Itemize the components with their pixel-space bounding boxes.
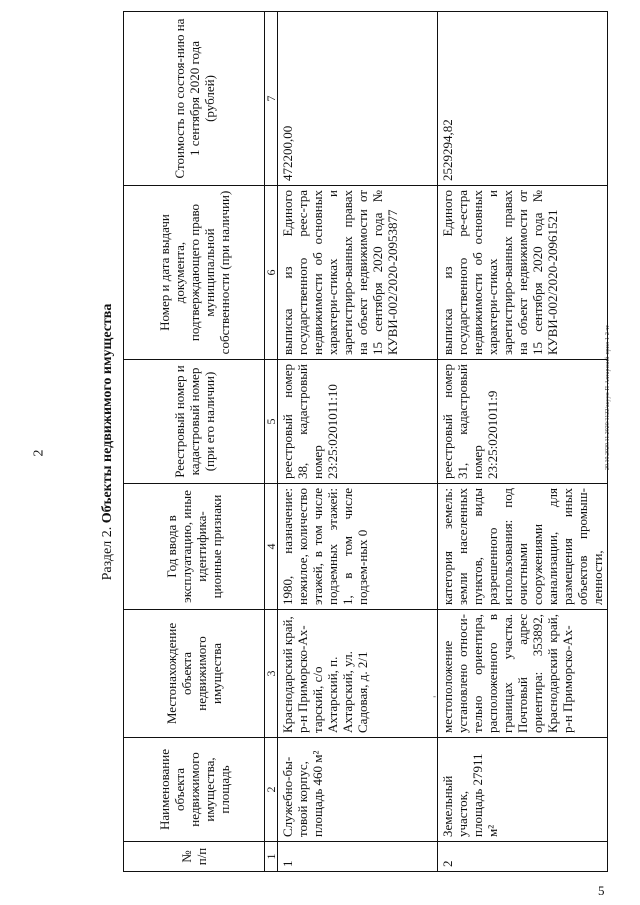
- section-title: [96, 12, 120, 872]
- header-cell: Номер и дата выдачи документа, подтверждающего право муниципальной собственности (при наличии): [124, 186, 265, 360]
- object-details: категория земель: земли населенных пунктов, виды разрешенного использования: под очистными сооружениями канализации, для размещения иных объектов промыш-ленности,: [438, 484, 608, 610]
- rotated-page-content: [96, 12, 616, 872]
- header-cell: Местонахождение объекта недвижимого имущества: [124, 610, 265, 738]
- column-number: 5: [265, 360, 278, 484]
- object-cost: 2529294,82: [438, 12, 608, 186]
- section-heading: Объекты недвижимого имущества: [100, 303, 115, 524]
- column-number: 2: [265, 738, 278, 842]
- stray-mark: -: [433, 691, 436, 701]
- page-number-top: 2: [31, 449, 47, 457]
- object-details: 1980, назначение: нежилое, количество этажей, в том числе подземных этажей: 1, в том числе подзем-ных 0: [278, 484, 438, 610]
- column-number: 1: [265, 842, 278, 872]
- registry-number: реестровый номер 31, кадастровый номер 23:25:0201011:9: [438, 360, 608, 484]
- page-number-bottom: 5: [598, 883, 605, 898]
- column-number: 4: [265, 484, 278, 610]
- row-number: 1: [278, 842, 438, 872]
- header-row: [124, 12, 265, 872]
- header-cell: № п/п: [124, 842, 265, 872]
- table-row: [278, 12, 438, 872]
- object-location: местоположение установлено относи-тельно ориентира, расположенного в границах участка. Почтовый адрес ориентира: 353892, Краснодарский край, р-н Приморско-Ах-: [438, 610, 608, 738]
- column-number: 7: [265, 12, 278, 186]
- header-cell: Стоимость по состоя-нию на 1 сентября 2020 года (рублей): [124, 12, 265, 186]
- column-number-row: [265, 12, 278, 872]
- property-table: [123, 11, 608, 872]
- header-cell: Наименование объекта недвижимого имущества, площадь: [124, 738, 265, 842]
- registry-number: реестровый номер 38, кадастровый номер 23:25:0201011:10: [278, 360, 438, 484]
- column-number: 3: [265, 610, 278, 738]
- section-prefix: Раздел 2.: [100, 523, 115, 581]
- file-path-mark: 20.10.2020.11.2020/1122/акуун-П-Ахтарский-прил-1-2 чт: [605, 324, 611, 470]
- ownership-document: выписка из Единого государственного реес-тра недвижимости об основных характери-стиках и зарегистриро-ванных правах на объект недвижимости от 15 сентября 2020 года № КУВИ-002/2020-20953877: [278, 186, 438, 360]
- header-cell: Год ввода в эксплуатацию, иные идентифика-ционные признаки: [124, 484, 265, 610]
- object-name: Служебно-бы-товой корпус, площадь 460 м²: [278, 738, 438, 842]
- object-location: Краснодарский край, р-н Приморско-Ах-тарский, с/о Ахтарский, п. Ахтарский, ул. Садовая, д. 2/1: [278, 610, 438, 738]
- header-cell: Реестровый номер и кадастровый номер (при его наличии): [124, 360, 265, 484]
- table-row: [438, 12, 608, 872]
- ownership-document: выписка из Единого государственного ре-естра недвижимости об основных характери-стиках и зарегистриро-ванных правах на объект недвижимости от 15 сентября 2020 года № КУВИ-002/2020-20961521: [438, 186, 608, 360]
- row-number: 2: [438, 842, 608, 872]
- object-name: Земельный участок, площадь 27911 м²: [438, 738, 608, 842]
- column-number: 6: [265, 186, 278, 360]
- object-cost: 472200,00: [278, 12, 438, 186]
